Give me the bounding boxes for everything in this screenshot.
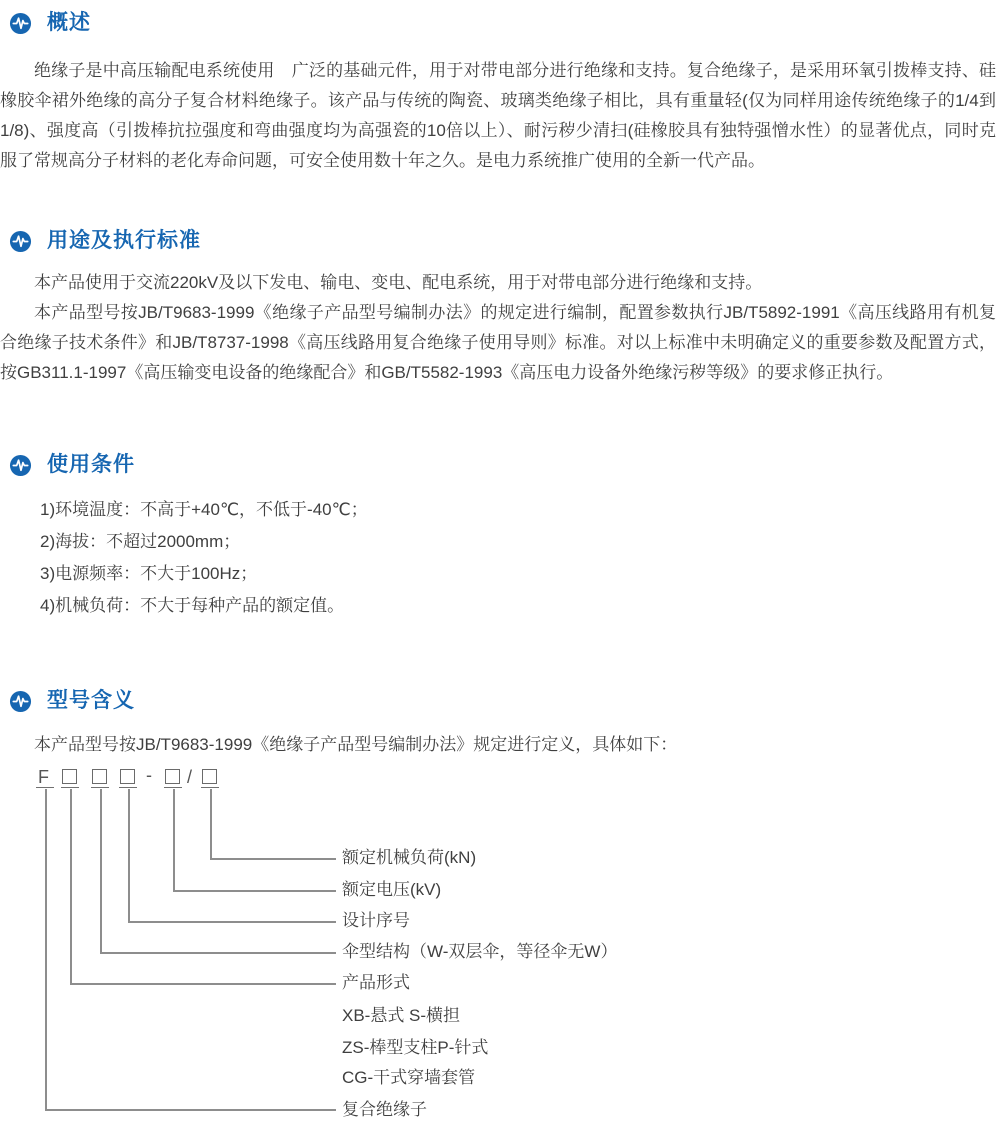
diagram-label-composite-insulator: 复合绝缘子	[342, 1100, 427, 1119]
code-underline	[164, 787, 182, 788]
model-code-box	[92, 769, 107, 784]
model-code-box	[202, 769, 217, 784]
diagram-label-product-form-zs: ZS-棒型支柱P-针式	[342, 1038, 489, 1057]
connector-line	[128, 921, 336, 923]
connector-line	[70, 983, 336, 985]
section-title: 用途及执行标准	[47, 229, 201, 252]
connector-line	[100, 952, 336, 954]
diagram-label-product-form-cg: CG-干式穿墙套管	[342, 1068, 476, 1087]
standards-paragraph: 本产品型号按JB/T9683-1999《绝缘子产品型号编制办法》的规定进行编制，配置参数执行JB/T5892-1991《高压线路用有机复合绝缘子技术条件》和JB/T8737-1998《高压线路用复合绝缘子使用导则》标准。对以上标准中未明确定义的重要参数及配置方式，按GB311.1-1997《高压输变电设备的绝缘配合》和GB/T5582-1993《高压电力设备外绝缘污秽等级》的要求修正执行。	[0, 303, 996, 382]
pulse-icon	[9, 454, 32, 477]
conditions-list	[0, 494, 1000, 622]
model-code-slash: /	[187, 767, 193, 787]
diagram-label-product-form-xb: XB-悬式 S-横担	[342, 1006, 461, 1025]
pulse-icon	[9, 230, 32, 253]
condition-item: 3)电源频率：不大于100Hz；	[40, 564, 258, 583]
connector-line	[210, 858, 336, 860]
connector-line	[210, 789, 212, 858]
code-underline	[201, 787, 219, 788]
diagram-label-product-form: 产品形式	[342, 973, 410, 992]
diagram-label-rated-mechanical-load: 额定机械负荷(kN)	[342, 848, 477, 867]
connector-line	[173, 890, 336, 892]
diagram-label-design-serial: 设计序号	[342, 911, 410, 930]
section-header-conditions	[0, 452, 1000, 478]
model-code-box	[120, 769, 135, 784]
condition-item: 2)海拔：不超过2000mm；	[40, 532, 241, 551]
condition-item: 4)机械负荷：不大于每种产品的额定值。	[40, 596, 345, 615]
model-code-dash: -	[146, 765, 152, 785]
code-underline	[119, 787, 137, 788]
connector-line	[45, 789, 47, 1110]
connector-line	[45, 1109, 336, 1111]
connector-line	[173, 789, 175, 890]
connector-line	[100, 789, 102, 952]
section-header-model-meaning	[0, 688, 1000, 714]
code-underline	[91, 787, 109, 788]
diagram-label-rated-voltage: 额定电压(kV)	[342, 880, 442, 899]
diagram-label-shed-structure: 伞型结构（W-双层伞，等径伞无W）	[342, 942, 618, 961]
usage-paragraph: 本产品使用于交流220kV及以下发电、输电、变电、配电系统，用于对带电部分进行绝缘和支持。	[34, 273, 763, 292]
condition-item: 1)环境温度：不高于+40℃，不低于-40℃；	[40, 500, 368, 519]
model-code-box	[165, 769, 180, 784]
connector-line	[128, 789, 130, 921]
overview-paragraph: 绝缘子是中高压输配电系统使用 广泛的基础元件，用于对带电部分进行绝缘和支持。复合绝缘子，是采用环氧引拨棒支持、硅橡胶伞裙外绝缘的高分子复合材料绝缘子。该产品与传统的陶瓷、玻璃类绝缘子相比，具有重量轻(仅为同样用途传统绝缘子的1/4到1/8)、强度高（引拨棒抗拉强度和弯曲强度均为高强瓷的10倍以上）、耐污秽少清扫(硅橡胶具有独特强憎水性）的显著优点，同时克服了常规高分子材料的老化寿命问题，可安全使用数十年之久。是电力系统推广使用的全新一代产品。	[0, 61, 996, 170]
section-title: 使用条件	[47, 453, 135, 476]
model-code-diagram	[0, 765, 1000, 1141]
code-underline	[61, 787, 79, 788]
model-code-box	[62, 769, 77, 784]
section-header-overview	[0, 0, 1000, 36]
section-title: 概述	[47, 11, 91, 34]
connector-line	[70, 789, 72, 983]
pulse-icon	[9, 690, 32, 713]
model-code-prefix: F	[38, 767, 49, 787]
model-meaning-intro: 本产品型号按JB/T9683-1999《绝缘子产品型号编制办法》规定进行定义，具体如下：	[34, 735, 678, 754]
section-title: 型号含义	[47, 689, 135, 712]
usage-standards-paragraphs	[0, 268, 1000, 388]
section-header-usage-standards	[0, 228, 1000, 254]
pulse-icon	[9, 12, 32, 35]
code-underline	[36, 787, 54, 788]
